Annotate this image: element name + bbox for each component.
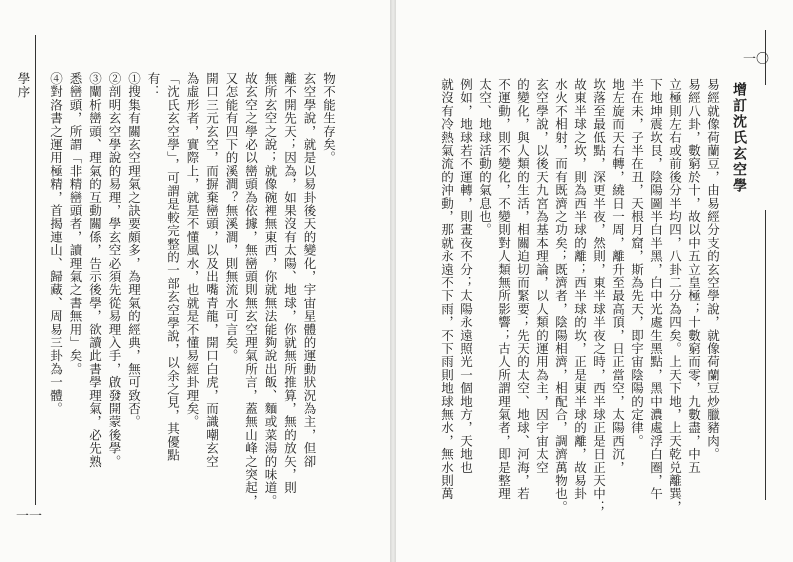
text-column: 立極則左右或前後分半均四，八卦二分為四矣。上天下地，上天乾兑離巽， xyxy=(667,78,683,514)
text-column: 例如，地球若不運轉，則晝夜不分；太陽永遠照光一個地方，天地也 xyxy=(458,78,474,474)
right-page xyxy=(396,0,793,562)
text-column: 就沒有冷熱氣流的沖動，那就永遠不下雨，不下雨則地球無水，無水則萬 xyxy=(439,78,455,501)
text-column: 離不開先天；因為，如果沒有太陽、地球，你就無所推算，無的放矢，則 xyxy=(282,72,298,495)
text-column: 「沈氏玄空學」，可謂是較完整的一部玄空學說，以余之見，其優點 xyxy=(165,72,181,462)
text-column: ②剖明玄空學說的易理，學玄空必須先從易理入手，啟發開蒙後學。 xyxy=(107,72,122,468)
text-column: ①搜集有關玄空理氣之訣要頗多，為理氣的經典，無可致否。 xyxy=(126,72,142,429)
text-column: 故東半球之坎，則為西半球的離；西半球的坎，正是東半球的離，故易卦 xyxy=(572,78,588,501)
text-column: 的變化，與人類的生活，相關迫切而緊要；先天的太空、地球、河海，若 xyxy=(515,78,531,501)
text-column: 易經就像荷蘭豆，由易經分支的玄空學說，就像荷蘭豆炒臘豬肉。 xyxy=(705,78,721,461)
text-column: 開口三元玄空，而摒棄巒頭，以及出嘴青龍，開口白虎，而識嘲玄空 xyxy=(204,72,220,468)
text-column: 為虛形者，實際上，就是不懂風水，也就是不懂易經卦理矣。 xyxy=(185,72,200,429)
left-header-rule xyxy=(35,35,36,505)
right-page-number: 一〇 xyxy=(743,52,770,67)
right-running-head: 增訂沈氏玄空學 xyxy=(731,82,747,194)
text-column: ③闡析巒頭、理氣的互動關係，告示後學，欲讀此書學理氣，必先熟 xyxy=(87,72,103,468)
text-column: 物不能生存矣。 xyxy=(321,72,337,165)
text-column: ④對洛書之運用極精，首揭連山、歸藏、周易三卦為一體。 xyxy=(48,72,64,416)
text-column: 有： xyxy=(146,72,161,99)
text-column: 水火不相射，而有既濟之功矣；既濟者，陰陽相濟，相配合，調濟萬物也。 xyxy=(553,78,569,514)
right-header-rule-lower xyxy=(765,210,766,500)
left-running-head: 學序 xyxy=(16,72,31,99)
text-column: 故玄空之學必以巒頭為依據，無巒頭則無玄空理氣所言，蓋無山峰之突起， xyxy=(243,72,259,508)
left-page-number: 一一 xyxy=(16,509,43,524)
text-column: 下地坤震坎艮，陰陽圖半白半黑，白中光處生黑點，黑中濃處浮白圈，午 xyxy=(648,78,664,501)
text-column: 玄空學說，就是以易卦後天的變化，宇宙星體的運動狀況為主，但卻 xyxy=(302,72,317,468)
text-column: 坎落至最低點，深更半夜，然則，東半球半夜之時，西半球正是日正天中； xyxy=(591,78,607,514)
text-column: 悉巒頭，所謂「非精巒頭者，讀理氣之書無用」矣。 xyxy=(68,72,83,376)
text-column: 無所玄空之說；就像碗裡無東西，你就無法能夠說出飯、麵或菜湯的味道。 xyxy=(263,72,278,508)
text-column: 不運動，則不變化，不變則對人類無所影響；古人所謂理氣者，即是整理 xyxy=(496,78,512,501)
text-column: 玄空學說，以後天九宮為基本理論，以人類的運用為主，因宇宙太空 xyxy=(534,78,550,474)
left-page xyxy=(0,0,390,562)
text-column: 半在未，子半在丑，天根月窟，斯為先天，即宇宙陰陽的定律。 xyxy=(629,78,645,448)
text-column: 又怎能有四下的溪澗？無溪澗，則無流水可言矣。 xyxy=(224,72,239,363)
text-column: 太空、地球活動的氣息也。 xyxy=(477,78,493,237)
text-column: 地左旋而天右轉，繞日一周，離升至最高頂，日正當空，太陽西沉， xyxy=(610,78,626,474)
text-column: 易經八卦，數窮於十，故以中五立皇極；十數窮而零，九數盡，中五 xyxy=(686,78,702,474)
